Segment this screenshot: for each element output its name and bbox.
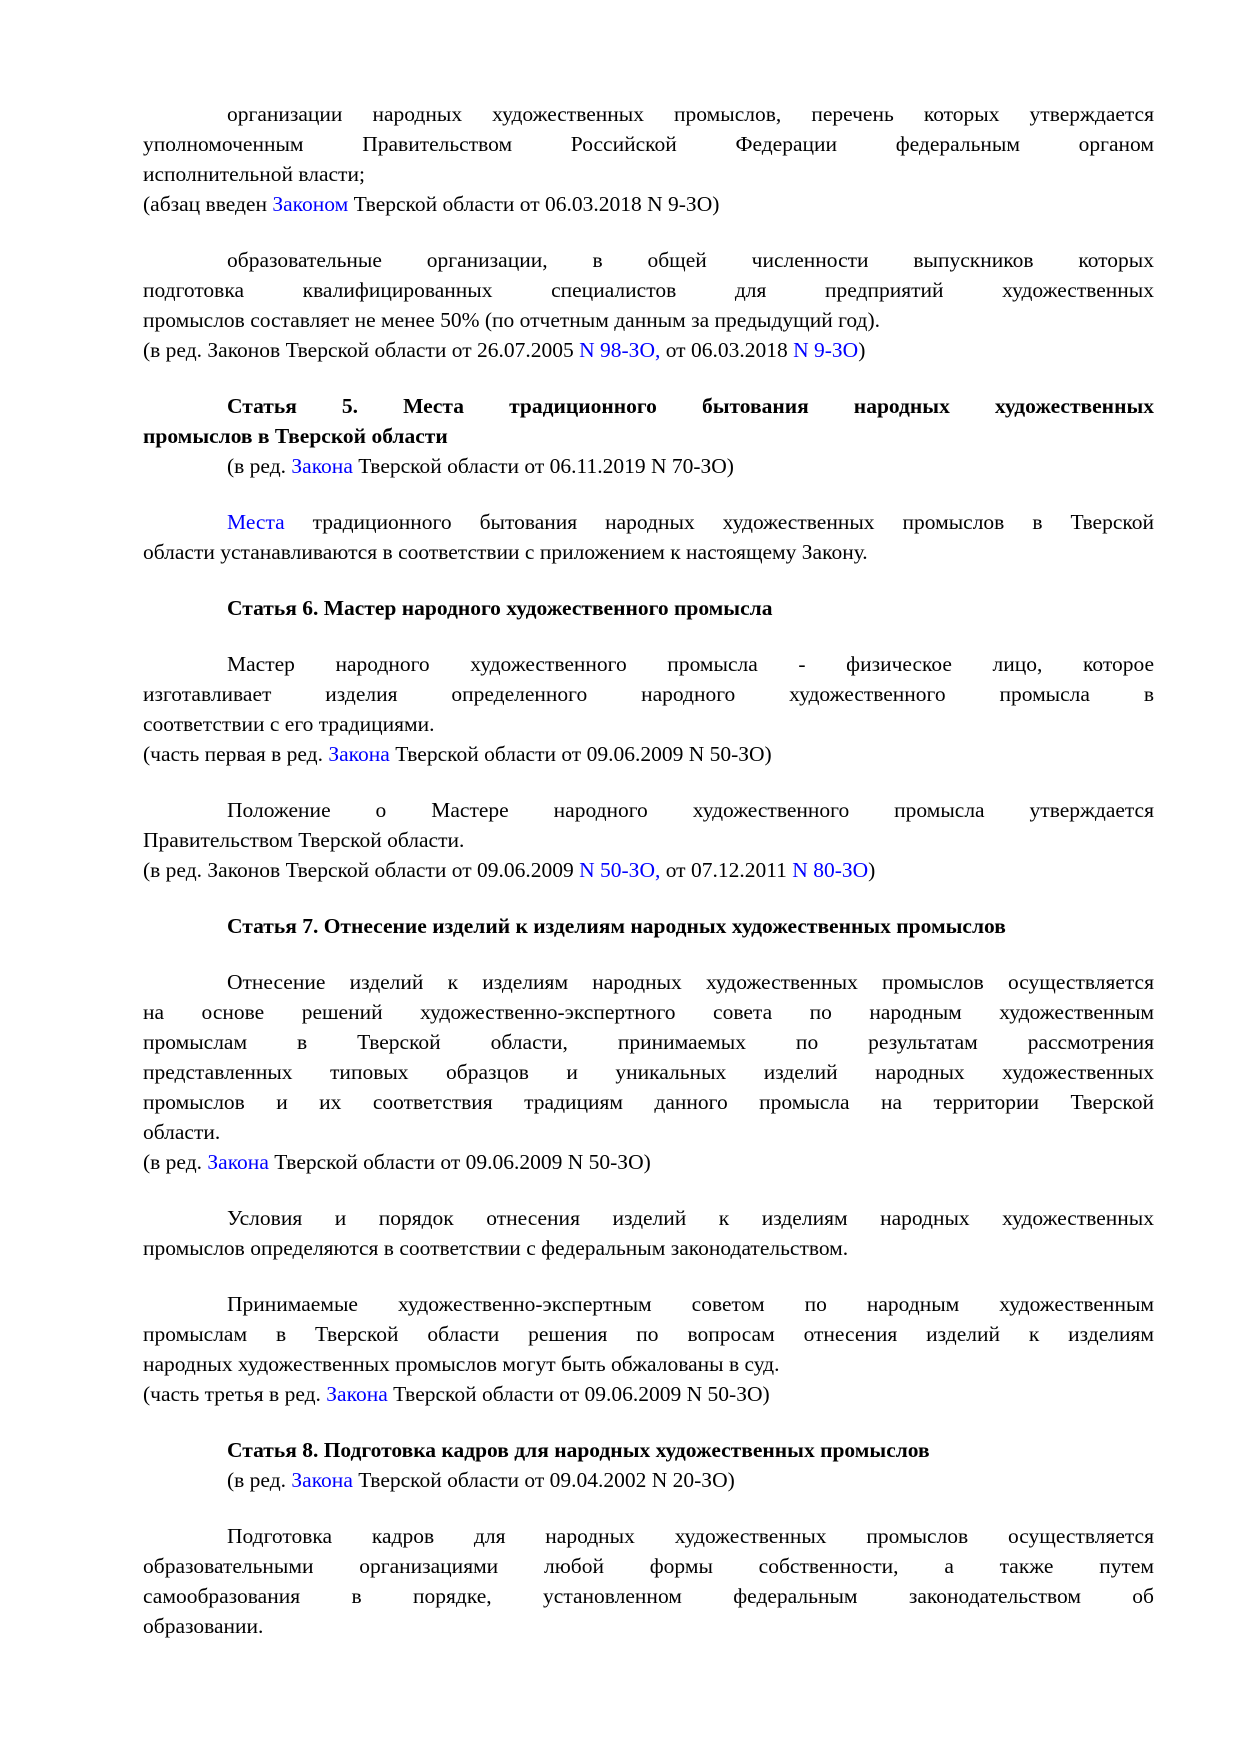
- text-span: Статья 5. Места традиционного бытования народных художественных: [227, 394, 1154, 418]
- paragraph: [143, 1203, 1154, 1263]
- text-line: [143, 911, 1154, 941]
- law-reference-link[interactable]: Закона: [207, 1150, 269, 1174]
- text-span: Тверской области от 06.03.2018 N 9-ЗО): [348, 192, 720, 216]
- paragraph: [143, 245, 1154, 335]
- text-span: Положение о Мастере народного художественного промысла утверждается: [227, 798, 1154, 822]
- text-line: [143, 1435, 1154, 1465]
- text-line: [143, 275, 1154, 305]
- blank-line: [143, 567, 1154, 593]
- article-heading: [143, 593, 1154, 623]
- text-span: (в ред.: [227, 1468, 292, 1492]
- blank-line: [143, 769, 1154, 795]
- text-line: [143, 1465, 1154, 1495]
- text-line: [143, 99, 1154, 129]
- edit-note: [143, 1379, 1154, 1409]
- text-span: (в ред. Законов Тверской области от 09.06.2009: [143, 858, 580, 882]
- edit-note: [143, 1147, 1154, 1177]
- paragraph: [143, 1289, 1154, 1379]
- text-span: промыслов в Тверской области: [143, 424, 448, 448]
- text-line: [143, 679, 1154, 709]
- text-line: [143, 967, 1154, 997]
- text-line: [143, 1087, 1154, 1117]
- paragraph: [143, 967, 1154, 1147]
- text-span: исполнительной власти;: [143, 162, 365, 186]
- text-span: традиционного бытования народных художественных промыслов в Тверской: [284, 510, 1154, 534]
- text-line: [143, 189, 1154, 219]
- text-span: образовании.: [143, 1614, 264, 1638]
- text-line: [143, 739, 1154, 769]
- law-reference-link[interactable]: N 50-ЗО,: [579, 858, 661, 882]
- text-line: [143, 1319, 1154, 1349]
- text-span: Тверской области от 09.04.2002 N 20-ЗО): [352, 1468, 735, 1492]
- text-span: Условия и порядок отнесения изделий к изделиям народных художественных: [227, 1206, 1154, 1230]
- text-line: [143, 1349, 1154, 1379]
- text-line: [143, 649, 1154, 679]
- law-reference-link[interactable]: Закона: [291, 1468, 353, 1492]
- text-line: [143, 855, 1154, 885]
- text-span: ): [858, 338, 866, 362]
- edit-note: [143, 189, 1154, 219]
- text-span: Тверской области от 06.11.2019 N 70-ЗО): [352, 454, 734, 478]
- text-line: [143, 507, 1154, 537]
- text-span: Принимаемые художественно-экспертным советом по народным художественным: [227, 1292, 1154, 1316]
- blank-line: [143, 481, 1154, 507]
- text-span: области устанавливаются в соответствии с приложением к настоящему Закону.: [143, 540, 868, 564]
- blank-line: [143, 1263, 1154, 1289]
- blank-line: [143, 885, 1154, 911]
- text-span: промыслов и их соответствия традициям данного промысла на территории Тверской: [143, 1090, 1154, 1114]
- document-body: [143, 99, 1154, 1641]
- law-reference-link[interactable]: Места: [227, 510, 285, 534]
- text-line: [143, 421, 1154, 451]
- text-span: Мастер народного художественного промысла - физическое лицо, которое: [227, 652, 1154, 676]
- edit-note: [143, 335, 1154, 365]
- text-span: от 06.03.2018: [660, 338, 794, 362]
- law-reference-link[interactable]: Закона: [328, 742, 390, 766]
- text-line: [143, 795, 1154, 825]
- paragraph: [143, 507, 1154, 567]
- text-span: образовательными организациями любой формы собственности, а также путем: [143, 1554, 1154, 1578]
- text-line: [143, 1289, 1154, 1319]
- text-line: [143, 1233, 1154, 1263]
- text-line: [143, 1117, 1154, 1147]
- text-line: [143, 1611, 1154, 1641]
- text-span: промыслов определяются в соответствии с федеральным законодательством.: [143, 1236, 849, 1260]
- text-line: [143, 997, 1154, 1027]
- text-span: промыслам в Тверской области решения по вопросам отнесения изделий к изделиям: [143, 1322, 1154, 1346]
- article-heading: [143, 1435, 1154, 1465]
- blank-line: [143, 365, 1154, 391]
- text-span: (в ред. Законов Тверской области от 26.07.2005: [143, 338, 580, 362]
- text-line: [143, 537, 1154, 567]
- text-span: промыслам в Тверской области, принимаемых по результатам рассмотрения: [143, 1030, 1154, 1054]
- text-span: изготавливает изделия определенного народного художественного промысла в: [143, 682, 1154, 706]
- text-line: [143, 1379, 1154, 1409]
- text-span: образовательные организации, в общей численности выпускников которых: [227, 248, 1154, 272]
- text-span: ): [868, 858, 876, 882]
- text-line: [143, 1057, 1154, 1087]
- text-line: [143, 825, 1154, 855]
- text-span: самообразования в порядке, установленном федеральным законодательством об: [143, 1584, 1154, 1608]
- text-line: [143, 129, 1154, 159]
- text-span: на основе решений художественно-экспертного совета по народным художественным: [143, 1000, 1154, 1024]
- edit-note: [143, 855, 1154, 885]
- edit-note: [143, 451, 1154, 481]
- text-line: [143, 1147, 1154, 1177]
- article-heading: [143, 391, 1154, 451]
- text-span: соответствии с его традициями.: [143, 712, 435, 736]
- law-reference-link[interactable]: Закона: [326, 1382, 388, 1406]
- text-line: [143, 451, 1154, 481]
- text-line: [143, 1551, 1154, 1581]
- law-reference-link[interactable]: N 98-ЗО,: [579, 338, 661, 362]
- blank-line: [143, 1409, 1154, 1435]
- text-line: [143, 335, 1154, 365]
- text-line: [143, 593, 1154, 623]
- text-line: [143, 1581, 1154, 1611]
- text-span: Статья 6. Мастер народного художественного промысла: [227, 596, 773, 620]
- law-reference-link[interactable]: Закона: [291, 454, 353, 478]
- blank-line: [143, 941, 1154, 967]
- text-span: (в ред.: [227, 454, 292, 478]
- text-span: уполномоченным Правительством Российской Федерации федеральным органом: [143, 132, 1154, 156]
- blank-line: [143, 219, 1154, 245]
- paragraph: [143, 1521, 1154, 1641]
- text-span: народных художественных промыслов могут быть обжалованы в суд.: [143, 1352, 780, 1376]
- text-span: промыслов составляет не менее 50% (по отчетным данным за предыдущий год).: [143, 308, 880, 332]
- text-line: [143, 1203, 1154, 1233]
- text-line: [143, 391, 1154, 421]
- law-reference-link[interactable]: N 80-ЗО: [792, 858, 869, 882]
- text-span: Правительством Тверской области.: [143, 828, 465, 852]
- text-line: [143, 159, 1154, 189]
- text-line: [143, 709, 1154, 739]
- text-line: [143, 1521, 1154, 1551]
- law-reference-link[interactable]: N 9-ЗО: [793, 338, 859, 362]
- edit-note: [143, 1465, 1154, 1495]
- text-span: Отнесение изделий к изделиям народных художественных промыслов осуществляется: [227, 970, 1154, 994]
- text-span: (абзац введен: [143, 192, 273, 216]
- text-span: организации народных художественных промыслов, перечень которых утверждается: [227, 102, 1154, 126]
- text-span: подготовка квалифицированных специалистов для предприятий художественных: [143, 278, 1154, 302]
- article-heading: [143, 911, 1154, 941]
- text-span: области.: [143, 1120, 221, 1144]
- text-line: [143, 305, 1154, 335]
- edit-note: [143, 739, 1154, 769]
- text-span: Тверской области от 09.06.2009 N 50-ЗО): [268, 1150, 651, 1174]
- text-span: представленных типовых образцов и уникальных изделий народных художественных: [143, 1060, 1154, 1084]
- blank-line: [143, 1177, 1154, 1203]
- text-span: (часть третья в ред.: [143, 1382, 327, 1406]
- text-span: Статья 7. Отнесение изделий к изделиям народных художественных промыслов: [227, 914, 1006, 938]
- text-span: Тверской области от 09.06.2009 N 50-ЗО): [389, 742, 772, 766]
- paragraph: [143, 649, 1154, 739]
- text-span: Статья 8. Подготовка кадров для народных художественных промыслов: [227, 1438, 930, 1462]
- blank-line: [143, 623, 1154, 649]
- text-span: Тверской области от 09.06.2009 N 50-ЗО): [387, 1382, 770, 1406]
- text-line: [143, 1027, 1154, 1057]
- text-line: [143, 245, 1154, 275]
- blank-line: [143, 1495, 1154, 1521]
- paragraph: [143, 99, 1154, 189]
- text-span: (часть первая в ред.: [143, 742, 329, 766]
- text-span: от 07.12.2011: [660, 858, 793, 882]
- text-span: Подготовка кадров для народных художественных промыслов осуществляется: [227, 1524, 1154, 1548]
- law-reference-link[interactable]: Законом: [272, 192, 349, 216]
- text-span: (в ред.: [143, 1150, 208, 1174]
- paragraph: [143, 795, 1154, 855]
